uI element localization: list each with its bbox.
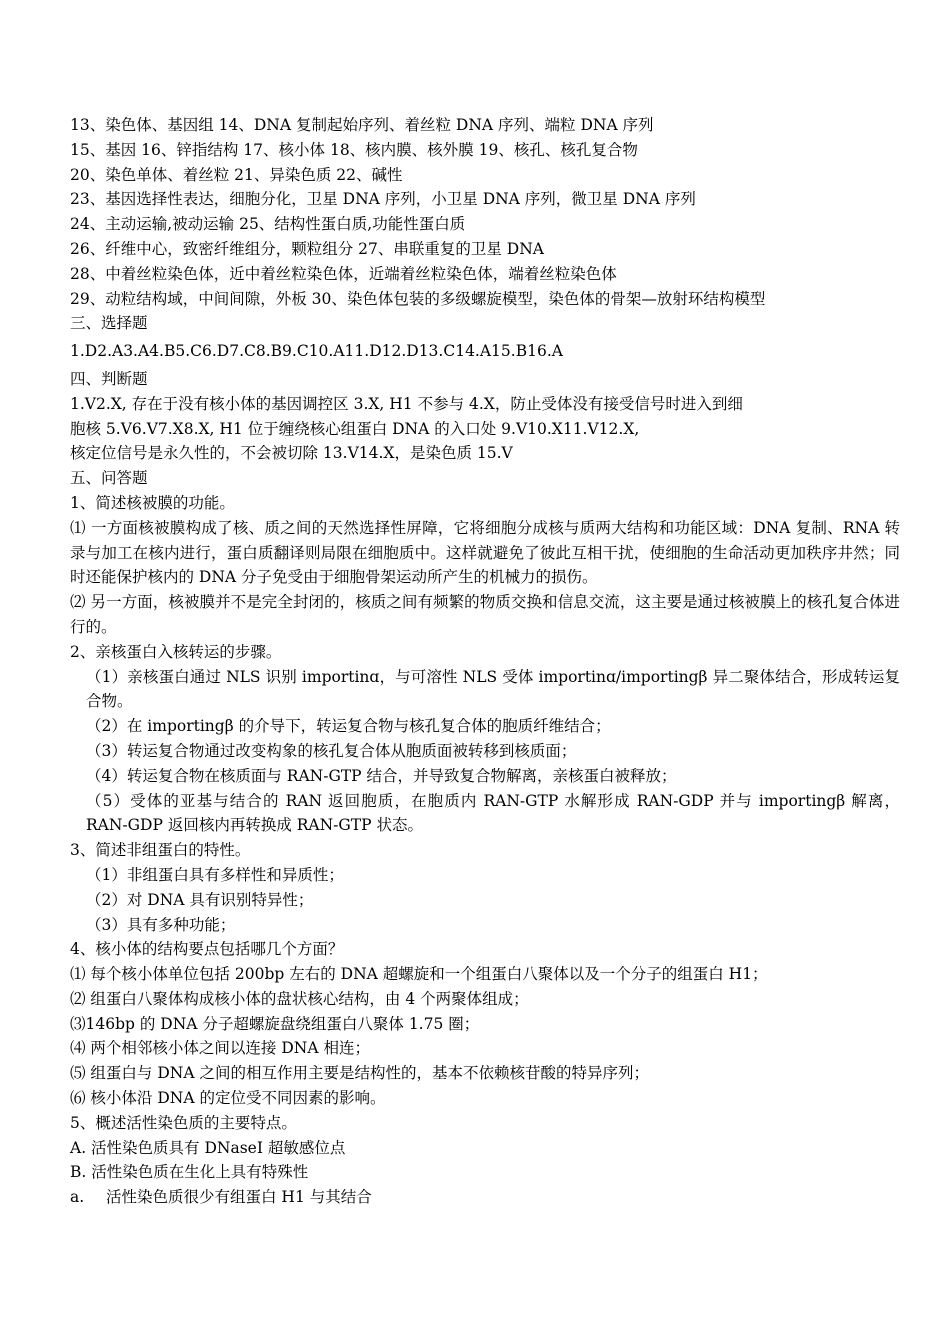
choice-answers: 1.D2.A3.A4.B5.C6.D7.C8.B9.C10.A11.D12.D13.C14.A15.B16.A [70,342,563,361]
answer-line: 20、染色单体、着丝粒 21、异染色质 22、碱性 [70,165,403,184]
answer-step: （5）受体的亚基与结合的 RAN 返回胞质，在胞质内 RAN-GTP 水解形成 RAN-GDP 并与 importingβ 解离，RAN-GDP 返回核内再转换成 RAN-GTP 状态。 [86,791,900,835]
judge-line: 1.V2.X, 存在于没有核小体的基因调控区 3.X, H1 不参与 4.X，防止受体没有接受信号时进入到细 [70,394,743,413]
answer-point: B. 活性染色质在生化上具有特殊性 [70,1163,309,1182]
subpoint-label: a. [70,1188,85,1207]
answer-step: （2）在 importingβ 的介导下，转运复合物与核孔复合体的胞质纤维结合； [86,717,611,736]
answer-paragraph: ⑵ 另一方面，核被膜并不是完全封闭的，核质之间有频繁的物质交换和信息交流，这主要是通过核被膜上的核孔复合体进行的。 [70,593,900,636]
answer-point: A. 活性染色质具有 DNaseI 超敏感位点 [70,1138,346,1157]
answer-line: 13、染色体、基因组 14、DNA 复制起始序列、着丝粒 DNA 序列、端粒 DNA 序列 [70,116,654,134]
answer-line: 15、基因 16、锌指结构 17、核小体 18、核内膜、核外膜 19、核孔、核孔复合物 [70,140,638,159]
answer-line: 26、纤维中心，致密纤维组分，颗粒组分 27、串联重复的卫星 DNA [70,239,544,258]
judge-line: 核定位信号是永久性的，不会被切除 13.V14.X，是染色质 15.V [70,444,513,463]
answer-line: 24、主动运输,被动运输 25、结构性蛋白质,功能性蛋白质 [70,215,466,234]
answer-step: （1）非组蛋白具有多样性和异质性； [86,865,344,884]
question-title: 3、简述非组蛋白的特性。 [70,841,251,860]
document-page [70,113,900,1210]
answer-step: ⑶146bp 的 DNA 分子超螺旋盘绕组蛋白八聚体 1.75 圈； [70,1014,480,1033]
section-heading-judge: 四、判断题 [70,369,148,388]
judge-line: 胞核 5.V6.V7.X8.X, H1 位于缠绕核心组蛋白 DNA 的入口处 9.V10.X11.V12.X, [70,419,640,438]
answer-line: 29、动粒结构域，中间间隙，外板 30、染色体包装的多级螺旋模型，染色体的骨架—放射环结构模型 [70,289,766,308]
answer-line: 23、基因选择性表达，细胞分化，卫星 DNA 序列，小卫星 DNA 序列，微卫星 DNA 序列 [70,190,696,209]
section-heading-qa: 五、问答题 [70,469,148,488]
question-title: 2、亲核蛋白入核转运的步骤。 [70,642,282,661]
answer-step: ⑸ 组蛋白与 DNA 之间的相互作用主要是结构性的，基本不依赖核苷酸的特异序列； [70,1064,649,1083]
answer-step: ⑷ 两个相邻核小体之间以连接 DNA 相连； [70,1039,370,1058]
subpoint-text: 活性染色质很少有组蛋白 H1 与其结合 [106,1188,372,1207]
answer-step: （3）转运复合物通过改变构象的核孔复合体从胞质面被转移到核质面； [86,741,577,760]
answer-step: ⑵ 组蛋白八聚体构成核小体的盘状核心结构，由 4 个两聚体组成； [70,989,529,1008]
answer-step: （4）转运复合物在核质面与 RAN-GTP 结合，并导致复合物解离，亲核蛋白被释放； [86,766,677,785]
answer-step: （2）对 DNA 具有识别特异性； [86,890,314,909]
section-heading-choice: 三、选择题 [70,314,148,333]
question-title: 4、核小体的结构要点包括哪几个方面？ [70,940,344,959]
answer-step: （3）具有多种功能； [86,915,236,934]
answer-step: ⑹ 核小体沿 DNA 的定位受不同因素的影响。 [70,1089,386,1108]
answer-step: ⑴ 每个核小体单位包括 200bp 左右的 DNA 超螺旋和一个组蛋白八聚体以及一个分子的组蛋白 H1； [70,965,768,984]
answer-subpoint [70,1185,900,1210]
answer-paragraph: ⑴ 一方面核被膜构成了核、质之间的天然选择性屏障，它将细胞分成核与质两大结构和功能区域：DNA 复制、RNA 转录与加工在核内进行，蛋白质翻译则局限在细胞质中。这样就避免了彼此互相干扰，使细胞的生命活动更加秩序井然；同时还能保护核内的 DNA 分子免受由于细胞骨架运动所产生的机械力的损伤。 [70,518,900,587]
question-title: 1、简述核被膜的功能。 [70,493,235,512]
question-title: 5、概述活性染色质的主要特点。 [70,1113,297,1132]
answer-step: （1）亲核蛋白通过 NLS 识别 importinɑ，与可溶性 NLS 受体 importinɑ/importingβ 异二聚体结合，形成转运复合物。 [86,667,900,711]
answer-line: 28、中着丝粒染色体，近中着丝粒染色体，近端着丝粒染色体，端着丝粒染色体 [70,264,617,283]
